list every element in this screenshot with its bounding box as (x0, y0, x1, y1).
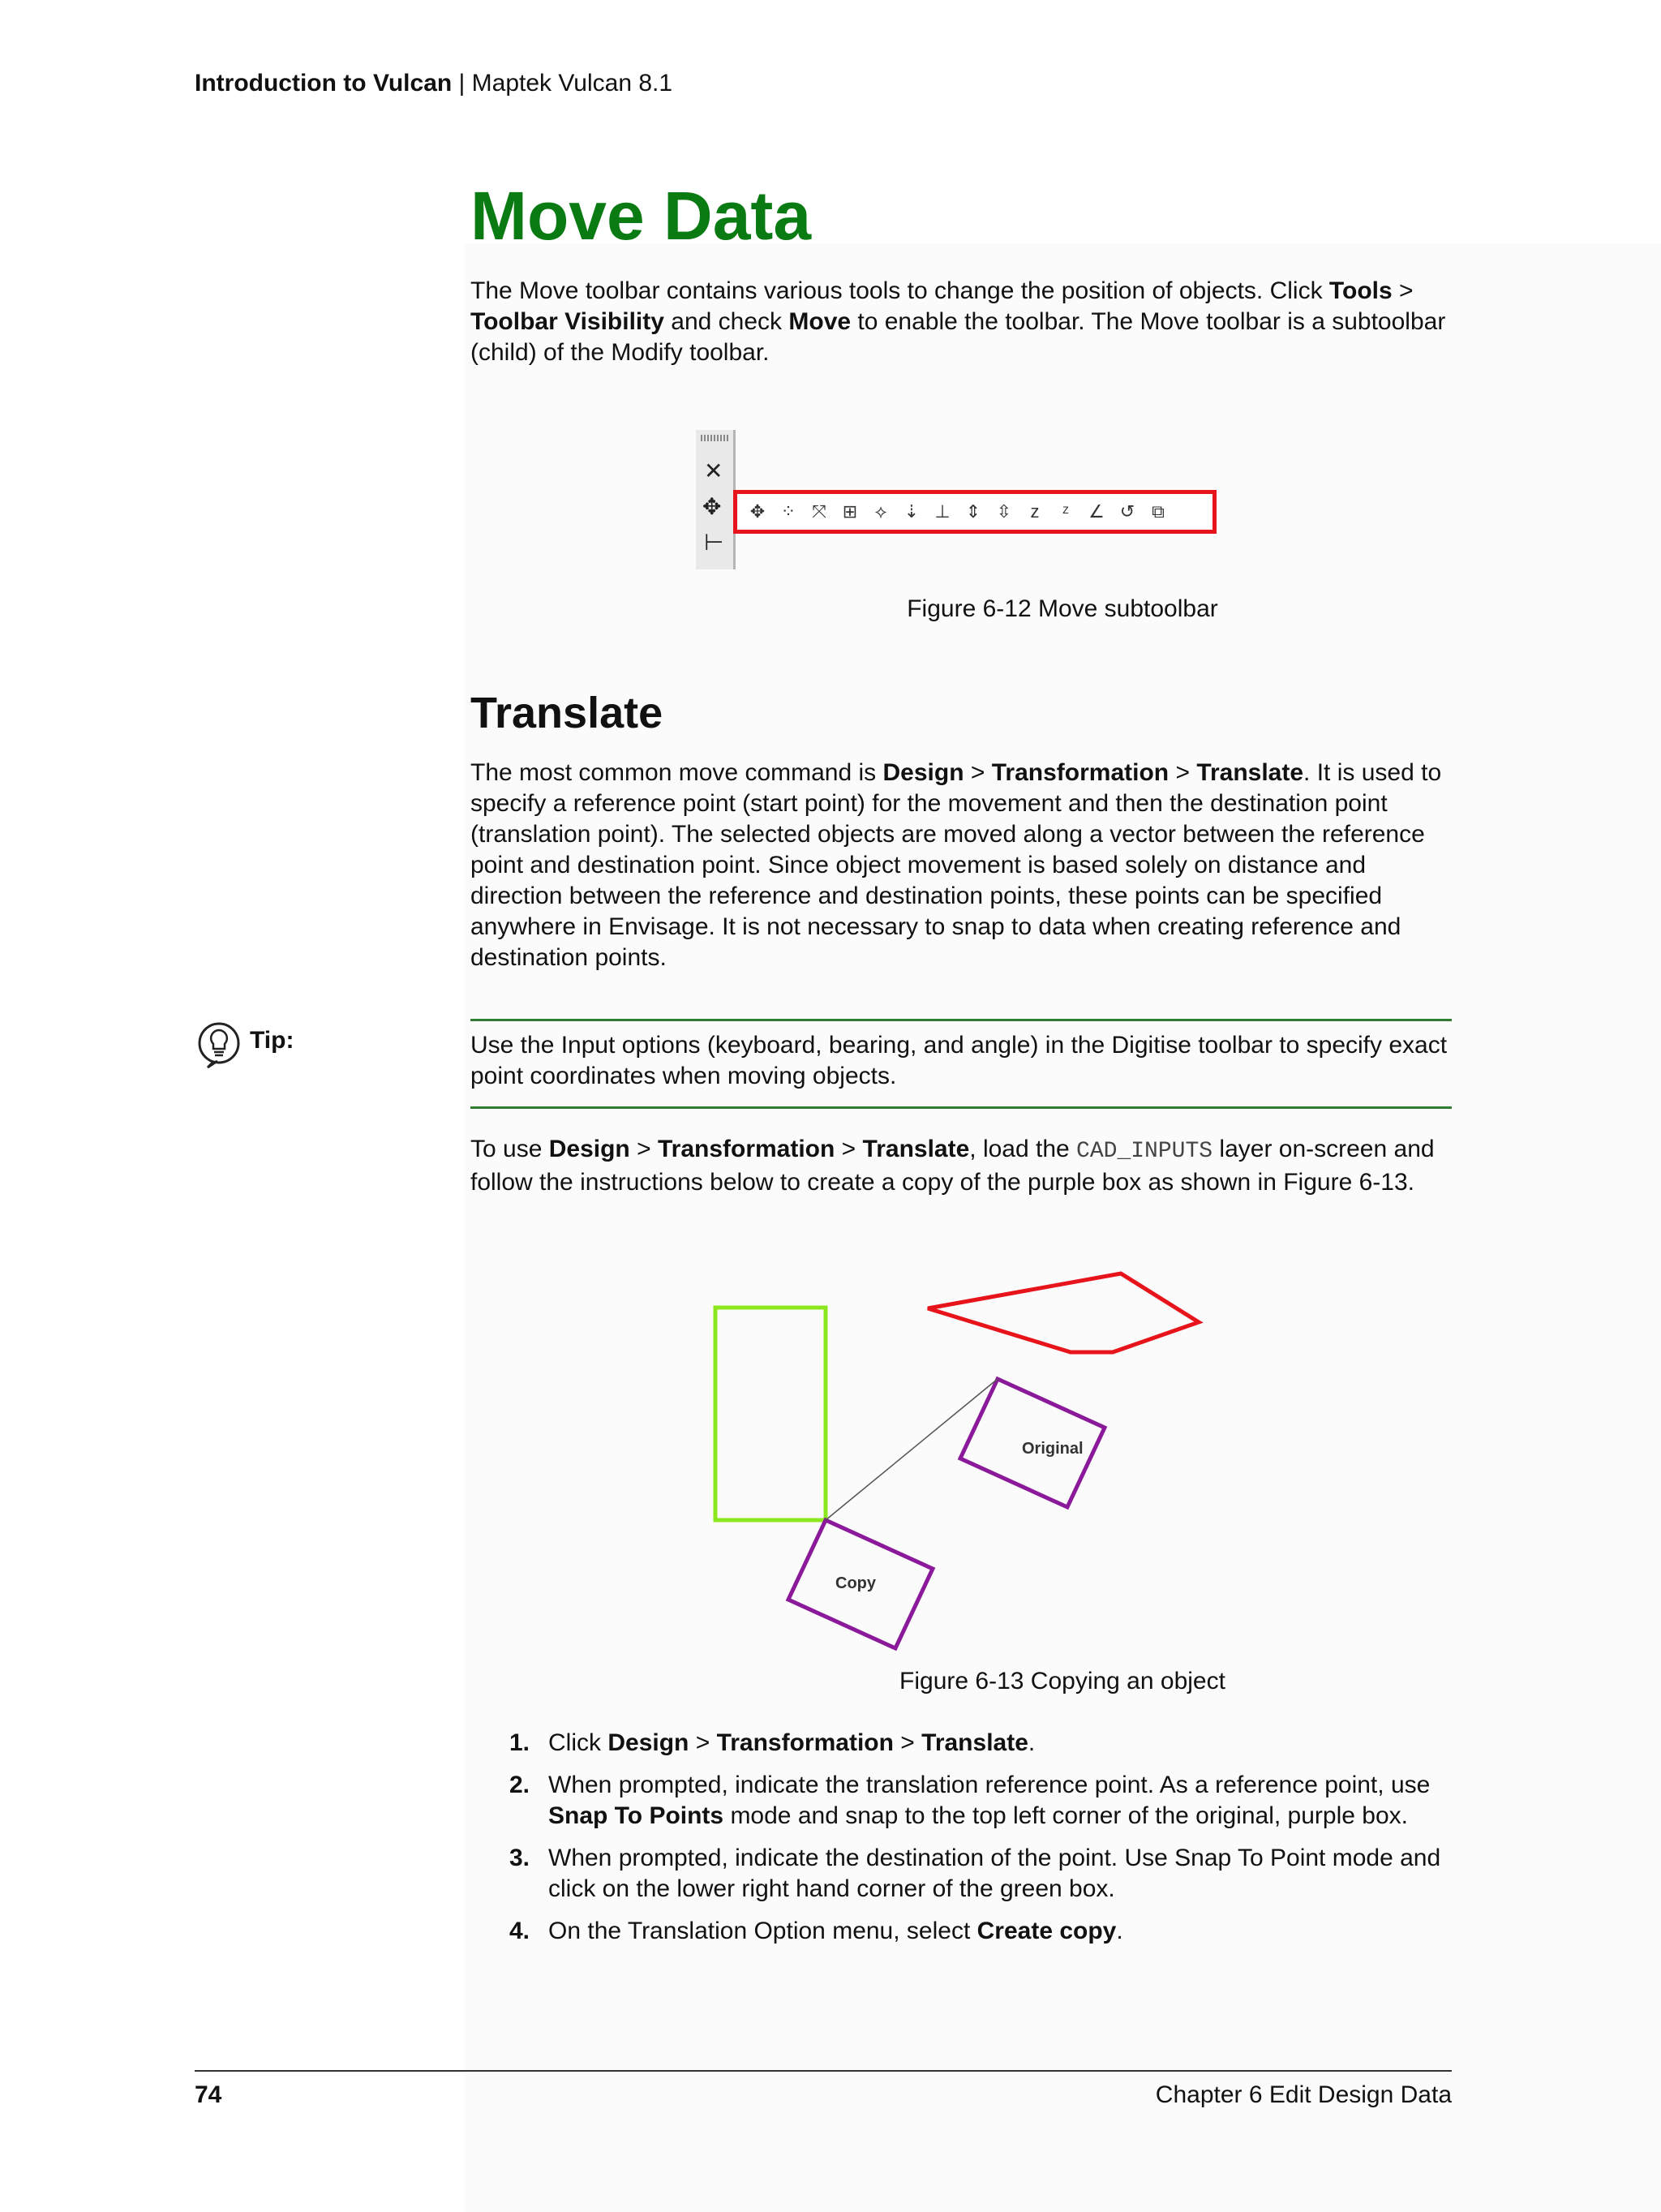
set-z-point-icon[interactable]: ᶻ (1062, 501, 1069, 522)
translate-icon[interactable]: ✥ (749, 501, 766, 522)
chapter-title: Chapter 6 Edit Design Data (1155, 2081, 1452, 2108)
modify-toolbar-vertical (696, 430, 736, 569)
move-cross-icon[interactable]: ✥ (702, 494, 722, 519)
menu-transformation: Transformation (716, 1729, 894, 1756)
text-run: > (629, 1136, 658, 1162)
text-run: and check (663, 308, 789, 335)
text-run: To use (470, 1136, 549, 1162)
menu-design: Design (548, 1136, 630, 1162)
header-product: Maptek Vulcan 8.1 (471, 70, 673, 97)
copy-label: Copy (835, 1574, 876, 1592)
list-item (470, 1770, 1452, 1832)
text-run: > (964, 759, 992, 786)
layer-name-code: CAD_INPUTS (1076, 1139, 1213, 1164)
move-object-icon[interactable]: ⊞ (842, 501, 858, 522)
menu-toolbar-visibility: Toolbar Visibility (470, 308, 664, 335)
red-polygon (928, 1274, 1199, 1352)
step-number: 4. (509, 1918, 530, 1944)
tip-label: Tip: (250, 1027, 294, 1054)
figure-6-13-diagram (464, 1249, 1661, 1671)
text-run: When prompted, indicate the destination of the point. Use Snap To Point mode and click on the lower right hand corner of the green box. (548, 1845, 1441, 1902)
running-header (195, 70, 672, 97)
angle-icon[interactable]: ∠ (1088, 501, 1105, 522)
menu-translate: Translate (1196, 759, 1304, 786)
text-run: to enable the toolbar. The Move toolbar is a subtoolbar (child) of the Modify toolbar. (470, 308, 1446, 366)
text-run: On the Translation Option menu, select (548, 1918, 977, 1944)
header-book-title: Introduction to Vulcan (195, 70, 453, 97)
text-run: The most common move command is (470, 759, 883, 786)
original-label: Original (1022, 1440, 1084, 1458)
text-run: > (1169, 759, 1197, 786)
text-run: , load the (969, 1136, 1077, 1162)
move-vertical-icon[interactable]: ⇕ (965, 501, 981, 522)
text-run: > (835, 1136, 863, 1162)
text-run: mode and snap to the top left corner of the original, purple box. (723, 1802, 1408, 1829)
menu-tools: Tools (1328, 277, 1393, 304)
move-subtoolbar (733, 490, 1217, 534)
figure-6-13-caption: Figure 6-13 Copying an object (899, 1668, 1225, 1694)
move-to-surface-icon[interactable]: ⟡ (874, 501, 887, 522)
step-number: 1. (509, 1729, 530, 1756)
step-number: 2. (509, 1772, 530, 1798)
steps-list (470, 1728, 1452, 1958)
text-run: > (1392, 277, 1414, 304)
move-vertical-z-icon[interactable]: ⇳ (996, 501, 1012, 522)
text-run: > (893, 1729, 922, 1756)
close-x-icon[interactable]: ✕ (704, 458, 723, 483)
menu-design: Design (607, 1729, 689, 1756)
set-z-icon[interactable]: z (1030, 501, 1040, 522)
section-title: Move Data (470, 178, 812, 254)
digitise-icon[interactable]: ⊢ (704, 530, 724, 555)
step-number: 3. (509, 1845, 530, 1871)
menu-translate: Translate (862, 1136, 970, 1162)
tip-rule-top (470, 1019, 1452, 1021)
translation-vector-line (826, 1379, 998, 1520)
header-separator: | (452, 70, 472, 97)
usage-paragraph (470, 1134, 1452, 1198)
green-box (715, 1308, 826, 1520)
text-run: . (1116, 1918, 1123, 1944)
menu-transformation: Transformation (991, 759, 1170, 786)
list-item (470, 1728, 1452, 1759)
scale-icon[interactable]: ⧉ (1152, 501, 1165, 522)
tip-rule-bottom (470, 1106, 1452, 1109)
translate-heading: Translate (470, 689, 663, 737)
text-run: > (689, 1729, 717, 1756)
text-run: layer on-screen and follow the instructions below to create a copy of the purple box as shown in Figure 6-13. (470, 1136, 1435, 1196)
move-to-plane-icon[interactable]: ⊥ (934, 501, 951, 522)
list-item (470, 1916, 1452, 1947)
move-segment-icon[interactable]: ⤧ (812, 501, 826, 522)
figure-6-12-caption: Figure 6-12 Move subtoolbar (907, 595, 1218, 622)
translate-paragraph (470, 758, 1452, 973)
toolbar-grip[interactable] (701, 435, 728, 441)
text-run: Click (548, 1729, 608, 1756)
tip-text: Use the Input options (keyboard, bearing, and angle) in the Digitise toolbar to specify exact point coordinates when moving objects. (470, 1032, 1448, 1089)
menu-design: Design (882, 759, 964, 786)
footer-rule (195, 2070, 1452, 2072)
list-item (470, 1843, 1452, 1905)
text-run: The Move toolbar contains various tools to change the position of objects. Click (470, 277, 1329, 304)
move-down-icon[interactable]: ⇣ (903, 501, 920, 522)
text-run: . (1028, 1729, 1036, 1756)
menu-translate: Translate (921, 1729, 1028, 1756)
create-copy-term: Create copy (976, 1918, 1117, 1944)
menu-transformation: Transformation (657, 1136, 835, 1162)
page-number: 74 (195, 2081, 222, 2108)
intro-paragraph (470, 276, 1452, 368)
menu-move: Move (788, 308, 852, 335)
move-point-icon[interactable]: ⁘ (780, 501, 796, 522)
text-run: . It is used to specify a reference point (start point) for the movement and then the destination point (translation point). The selected objects are moved along a vector between the reference point and destination point. Since object movement is based solely on distance and direction between the reference and destination points, these points can be specified anywhere in Envisage. It is not necessary to snap to data when creating reference and destination points. (470, 759, 1442, 971)
rotate-icon[interactable]: ↺ (1119, 501, 1135, 522)
snap-to-points-term: Snap To Points (548, 1802, 724, 1829)
text-run: When prompted, indicate the translation reference point. As a reference point, use (548, 1772, 1431, 1798)
lightbulb-icon (196, 1020, 242, 1069)
